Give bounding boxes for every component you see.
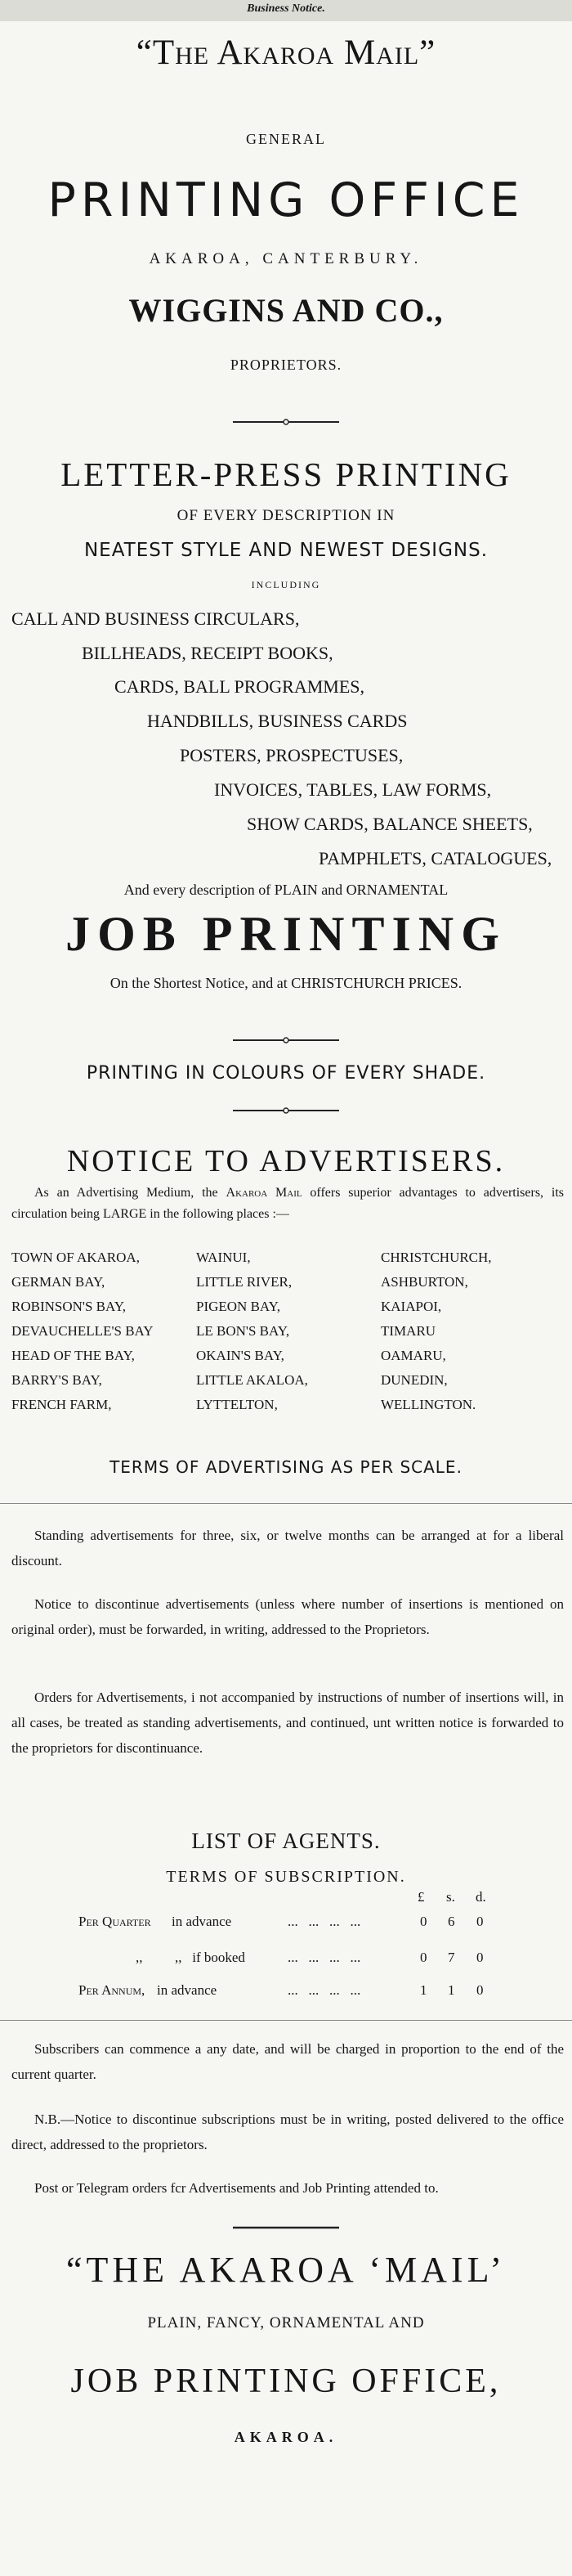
place: PIGEON BAY, [196, 1299, 280, 1314]
place: GERMAN BAY, [11, 1274, 105, 1290]
place: CHRISTCHURCH, [381, 1250, 492, 1265]
notice-intro-name: Akaroa Mail [226, 1186, 302, 1200]
terms-dots: ... ... ... ... [288, 1982, 361, 1998]
place: FRENCH FARM, [11, 1397, 112, 1412]
currency-pound: £ [418, 1889, 425, 1905]
masthead-proprietors: PROPRIETORS. [230, 357, 342, 373]
place: BARRY'S BAY, [11, 1372, 102, 1388]
every-description: And every description of PLAIN and ORNAMENTAL [123, 882, 449, 898]
footer-office: JOB PRINTING OFFICE, [70, 2363, 502, 2400]
place: DUNEDIN, [381, 1372, 448, 1388]
terms-row [0, 1914, 572, 1938]
top-strip [0, 0, 572, 21]
notice-intro [11, 1183, 564, 1225]
place: KAIAPOI, [381, 1299, 442, 1314]
place: LE BON'S BAY, [196, 1323, 290, 1339]
places-row [11, 1323, 567, 1348]
places-row [11, 1372, 567, 1397]
ornament-rule [0, 1035, 572, 1045]
colours-line: PRINTING IN COLOURS OF EVERY SHADE. [86, 1063, 486, 1084]
place: TOWN OF AKAROA, [11, 1250, 140, 1265]
currency-header [0, 1889, 572, 1914]
place: WELLINGTON. [381, 1397, 476, 1412]
letterpress-sub2: NEATEST STYLE AND NEWEST DESIGNS. [83, 540, 489, 561]
place: HEAD OF THE BAY, [11, 1348, 135, 1363]
terms-label-b: ,, if booked [175, 1950, 245, 1965]
terms-dots: ... ... ... ... [288, 1950, 361, 1965]
ornament-rule [0, 417, 572, 427]
places-row [11, 1397, 567, 1421]
masthead-title: “The Akaroa Mail” [136, 34, 436, 72]
terms-row [0, 1950, 572, 1974]
letterpress-heading: LETTER-PRESS PRINTING [60, 456, 512, 493]
terms-dots: ... ... ... ... [288, 1914, 361, 1929]
agents-heading: LIST OF AGENTS. [191, 1829, 381, 1853]
list-item: PAMPHLETS, CATALOGUES, [319, 848, 552, 868]
terms-shillings: 7 [448, 1950, 455, 1965]
currency-pence: d. [476, 1889, 486, 1905]
divider [0, 2020, 572, 2021]
places-row [11, 1274, 567, 1299]
agents-para-1: Subscribers can commence a any date, and will be charged in proportion to the end of the current quarter. [11, 2041, 564, 2082]
terms-shillings: 1 [448, 1982, 455, 1998]
masthead-general: GENERAL [246, 131, 326, 147]
place: LITTLE AKALOA, [196, 1372, 308, 1388]
shortest-notice: On the Shortest Notice, and at CHRISTCHURCH PRICES. [109, 975, 463, 991]
masthead-office: PRINTING OFFICE [47, 173, 525, 227]
place: DEVAUCHELLE'S BAY [11, 1323, 154, 1339]
notice-intro-b: offers superior advantages to advertisers, its circulation being LARGE in the following places :— [11, 1186, 565, 1221]
agents-para-3: Post or Telegram orders fcr Advertisements and Job Printing attended to. [34, 2180, 439, 2196]
footer-sub: PLAIN, FANCY, ORNAMENTAL AND [147, 2314, 425, 2331]
place: ROBINSON'S BAY, [11, 1299, 127, 1314]
terms-label: ,, [136, 1950, 143, 1965]
ornament-rule [0, 1106, 572, 1115]
places-row [11, 1250, 567, 1274]
place: LITTLE RIVER, [196, 1274, 293, 1290]
currency-shilling: s. [446, 1889, 455, 1905]
terms-label: Per Annum, [78, 1982, 145, 1998]
terms-label-b: in advance [157, 1982, 217, 1998]
footer-title: “THE AKAROA ‘MAIL’ [65, 2250, 507, 2290]
place: OAMARU, [381, 1348, 446, 1363]
terms-pounds: 0 [420, 1950, 427, 1965]
terms-label-b: in advance [172, 1914, 232, 1929]
masthead-firm: WIGGINS AND CO., [128, 292, 444, 329]
rule [0, 2223, 572, 2233]
place: LYTTELTON, [196, 1397, 278, 1412]
list-item: SHOW CARDS, BALANCE SHEETS, [247, 814, 533, 834]
notice-para-1: Standing advertisements for three, six, or twelve months can be arranged at for a liberal discount. [11, 1528, 564, 1568]
list-item: BILLHEADS, RECEIPT BOOKS, [82, 643, 333, 663]
places-row [11, 1299, 567, 1323]
job-printing: JOB PRINTING [65, 907, 507, 961]
list-item: HANDBILLS, BUSINESS CARDS [147, 711, 408, 731]
footer-town: AKAROA. [234, 2429, 338, 2445]
terms-pence: 0 [476, 1914, 484, 1929]
terms-pence: 0 [476, 1982, 484, 1998]
places-table [11, 1250, 567, 1421]
place: ASHBURTON, [381, 1274, 468, 1290]
masthead-location: AKAROA, CANTERBURY. [149, 250, 423, 267]
terms-label: Per Quarter [78, 1914, 151, 1929]
terms-shillings: 6 [448, 1914, 455, 1929]
place: TIMARU [381, 1323, 436, 1339]
agents-para-2: N.B.—Notice to discontinue subscriptions must be in writing, posted delivered to the office direct, addressed to the proprietors. [11, 2112, 564, 2152]
terms-row [0, 1982, 572, 2007]
terms-pounds: 0 [420, 1914, 427, 1929]
letterpress-sub1: OF EVERY DESCRIPTION IN [177, 507, 395, 524]
notice-heading: NOTICE TO ADVERTISERS. [66, 1144, 506, 1178]
places-row [11, 1348, 567, 1372]
terms-pence: 0 [476, 1950, 484, 1965]
terms-heading: TERMS OF ADVERTISING AS PER SCALE. [109, 1457, 463, 1477]
letterpress-including: INCLUDING [251, 579, 321, 590]
list-item: POSTERS, PROSPECTUSES, [180, 745, 404, 765]
list-item: CARDS, BALL PROGRAMMES, [114, 676, 365, 697]
agents-sub: TERMS OF SUBSCRIPTION. [166, 1868, 406, 1886]
place: OKAIN'S BAY, [196, 1348, 284, 1363]
strip-text: Business Notice. [247, 2, 325, 15]
divider [0, 1503, 572, 1504]
list-item: INVOICES, TABLES, LAW FORMS, [214, 779, 492, 800]
notice-para-2: Notice to discontinue advertisements (unless where number of insertions is mentioned on original order), must be forwarded, in writing, addressed to the Proprietors. [11, 1596, 564, 1637]
notice-intro-a: As an Advertising Medium, the [34, 1186, 218, 1200]
place: WAINUI, [196, 1250, 251, 1265]
terms-pounds: 1 [420, 1982, 427, 1998]
notice-para-3: Orders for Advertisements, i not accompanied by instructions of number of insertions will, in all cases, be treated as standing advertisements, and continued, unt written notice is forwarded to the proprietors for discontinuance. [11, 1690, 564, 1756]
list-item: CALL AND BUSINESS CIRCULARS, [11, 608, 300, 629]
